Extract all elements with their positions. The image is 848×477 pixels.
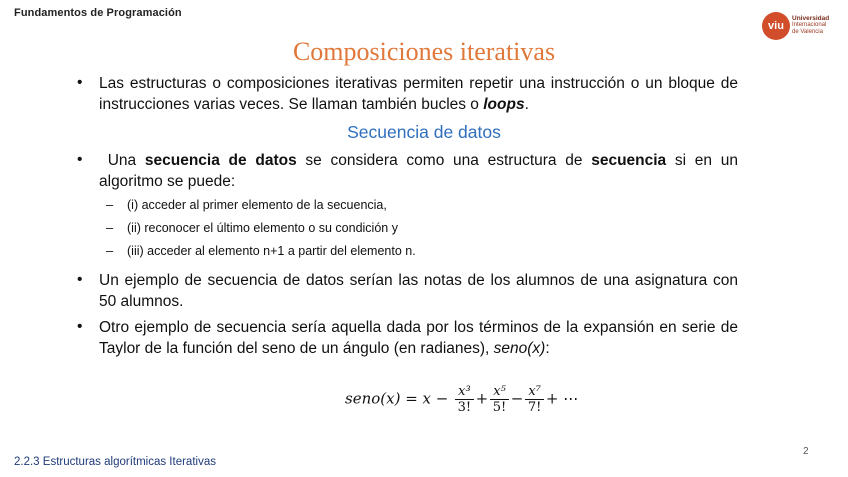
fraction-3-num: x⁷ <box>525 384 544 400</box>
dash-icon: – <box>106 197 114 212</box>
logo-text <box>792 15 829 36</box>
footer-section: 2.2.3 Estructuras algorítmicas Iterativas <box>14 456 216 468</box>
formula-tail: + ⋯ <box>545 389 579 408</box>
example-2-text: Otro ejemplo de secuencia sería aquella dada por los términos de la expansión en serie de Taylor de la función del seno de un ángulo (en radianes), <box>99 319 738 357</box>
definition-text: Una <box>107 152 145 169</box>
seno-term: seno(x) <box>493 340 546 357</box>
taylor-formula: seno(x) = x − $\frac{\text{x³}}{3!}$ + $\frac{\text{x⁵}}{5!}$ − $\frac{\text{x⁷}}{7!}$ + ⋯ <box>345 384 579 415</box>
sub-item-2: (ii) reconocer el último elemento o su condición y <box>127 221 398 235</box>
course-name: Fundamentos de Programación <box>14 7 182 19</box>
formula-lhs: seno(x) <box>345 389 401 408</box>
definition-text-3: si en un algoritmo se puede: <box>99 152 738 190</box>
fraction-1-num: x³ <box>455 384 474 400</box>
fraction-3-den: 7! <box>527 400 542 415</box>
definition-text-2: se considera como una estructura de <box>296 152 592 169</box>
definition-paragraph <box>99 150 738 192</box>
fraction-1-den: 3! <box>457 400 472 415</box>
definition-bold-1: secuencia de datos <box>144 152 297 169</box>
loops-term: loops <box>483 96 525 113</box>
logo-line-1: Universidad <box>792 15 830 22</box>
slide-title: Composiciones iterativas <box>292 37 556 66</box>
section-subtitle: Secuencia de datos <box>347 122 501 142</box>
logo-line-2: Internacional <box>792 22 827 28</box>
formula-eq: = x − <box>400 389 454 408</box>
bullet-icon: • <box>77 74 83 91</box>
fraction-3 <box>525 384 544 415</box>
bullet-icon: • <box>77 318 83 335</box>
viu-badge-icon: viu <box>762 12 790 40</box>
intro-text: Las estructuras o composiciones iterativas permiten repetir una instrucción o un bloque de instrucciones varias veces. Se llaman también bucles o <box>99 75 738 113</box>
intro-paragraph <box>99 73 738 115</box>
page-number: 2 <box>803 446 809 457</box>
fraction-1 <box>455 384 474 415</box>
bullet-icon: • <box>77 151 83 168</box>
sub-item-3: (iii) acceder al elemento n+1 a partir del elemento n. <box>127 244 416 258</box>
example-2-end: : <box>545 340 550 357</box>
example-2 <box>99 317 738 359</box>
intro-end: . <box>524 96 529 113</box>
fraction-2 <box>490 384 509 415</box>
fraction-2-num: x⁵ <box>490 384 509 400</box>
sub-item-1: (i) acceder al primer elemento de la secuencia, <box>127 198 387 212</box>
dash-icon: – <box>106 220 114 235</box>
logo-line-3: de Valencia <box>792 29 823 35</box>
bullet-icon: • <box>77 271 83 288</box>
dash-icon: – <box>106 243 114 258</box>
definition-bold-2: secuencia <box>591 152 667 169</box>
fraction-2-den: 5! <box>492 400 507 415</box>
example-1: Un ejemplo de secuencia de datos serían las notas de los alumnos de una asignatura con 50 alumnos. <box>99 272 738 310</box>
